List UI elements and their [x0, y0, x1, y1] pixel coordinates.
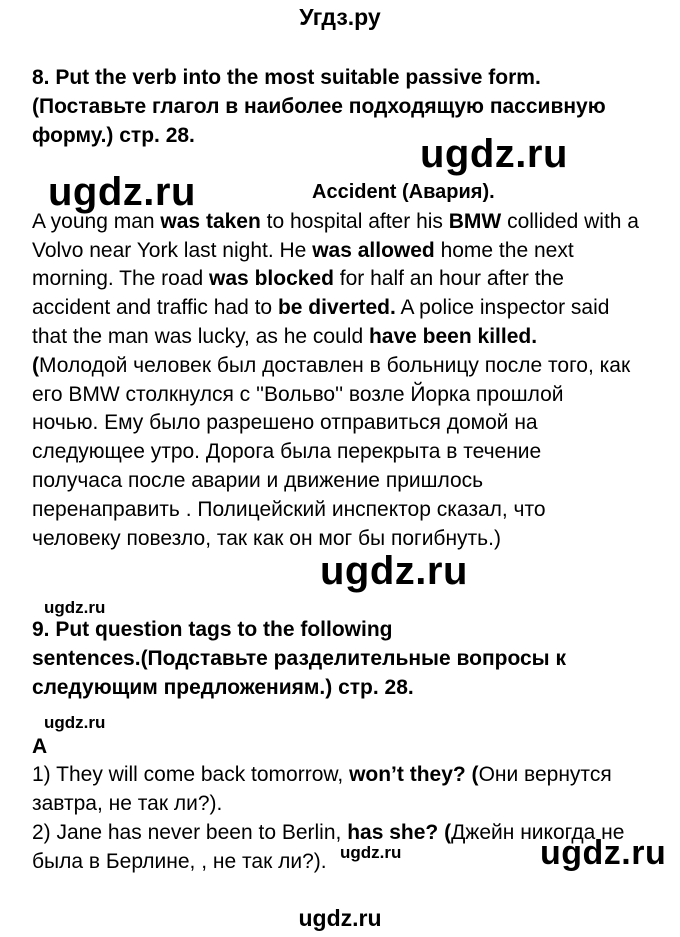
passive-verb: was taken	[160, 210, 261, 233]
watermark: ugdz.ru	[320, 549, 468, 593]
translation-line-5: получаса после аварии и движение пришлось	[32, 469, 484, 492]
item-2-line-1: 2) Jane has never been to Berlin, has she? (Джейн никогда не	[32, 821, 625, 844]
passive-verb: was allowed	[312, 239, 435, 262]
exercise-9-title-line-3: следующим предложениям.) стр. 28.	[32, 676, 414, 699]
question-tag: has she? (	[347, 821, 452, 844]
translation-line-6: перенаправить . Полицейский инспектор сказал, что	[32, 498, 546, 521]
story-line-4: accident and traffic had to be diverted. A police inspector said	[32, 296, 610, 319]
exercise-8-title-line-3: форму.) стр. 28.	[32, 124, 195, 147]
story-line-2: Volvo near York last night. He was allowed home the next	[32, 239, 574, 262]
translation-line-3: ночью. Ему было разрешено отправиться домой на	[32, 411, 538, 434]
story-line-1: A young man was taken to hospital after his BMW collided with a	[32, 210, 639, 233]
story-title: Accident (Авария).	[312, 181, 495, 203]
translation-line-1: (Молодой человек был доставлен в больницу после того, как	[32, 354, 631, 377]
watermark: ugdz.ru	[420, 132, 568, 176]
exercise-8-title-line-2: (Поставьте глагол в наиболее подходящую пассивную	[32, 95, 606, 118]
watermark: ugdz.ru	[340, 843, 402, 862]
passive-verb: have been killed.	[368, 325, 538, 348]
translation-line-4: следующее утро. Дорога была перекрыта в течение	[32, 440, 542, 463]
translation-line-2: его BMW столкнулся с ''Вольво'' возле Йорка прошлой	[32, 383, 564, 406]
item-2-line-2: была в Берлине, , не так ли?).	[32, 850, 327, 873]
question-tag: won’t they? (	[349, 763, 479, 786]
story-line-5: that the man was lucky, as he could have been killed.	[32, 325, 538, 348]
exercise-9-title-line-1: 9. Put question tags to the following	[32, 618, 393, 641]
watermark: ugdz.ru	[44, 713, 106, 732]
watermark: ugdz.ru	[48, 170, 196, 214]
watermark: ugdz.ru	[298, 905, 382, 931]
section-label: A	[32, 735, 48, 758]
exercise-8-title-line-1: 8. Put the verb into the most suitable passive form.	[32, 66, 541, 89]
site-header: Угдз.ру	[299, 4, 381, 30]
brand-name: BMW	[448, 210, 502, 233]
watermark: ugdz.ru	[44, 598, 106, 617]
item-1-line-1: 1) They will come back tomorrow, won’t they? (Они вернутся	[32, 763, 612, 786]
translation-line-7: человеку повезло, так как он мог бы погибнуть.)	[32, 527, 501, 550]
story-line-3: morning. The road was blocked for half an hour after the	[32, 267, 564, 290]
passive-verb: be diverted.	[277, 296, 396, 319]
exercise-9-title-line-2: sentences.(Подставьте разделительные вопросы к	[32, 647, 566, 670]
item-1-line-2: завтра, не так ли?).	[32, 792, 223, 815]
passive-verb: was blocked	[209, 267, 334, 290]
watermark: ugdz.ru	[540, 834, 667, 872]
